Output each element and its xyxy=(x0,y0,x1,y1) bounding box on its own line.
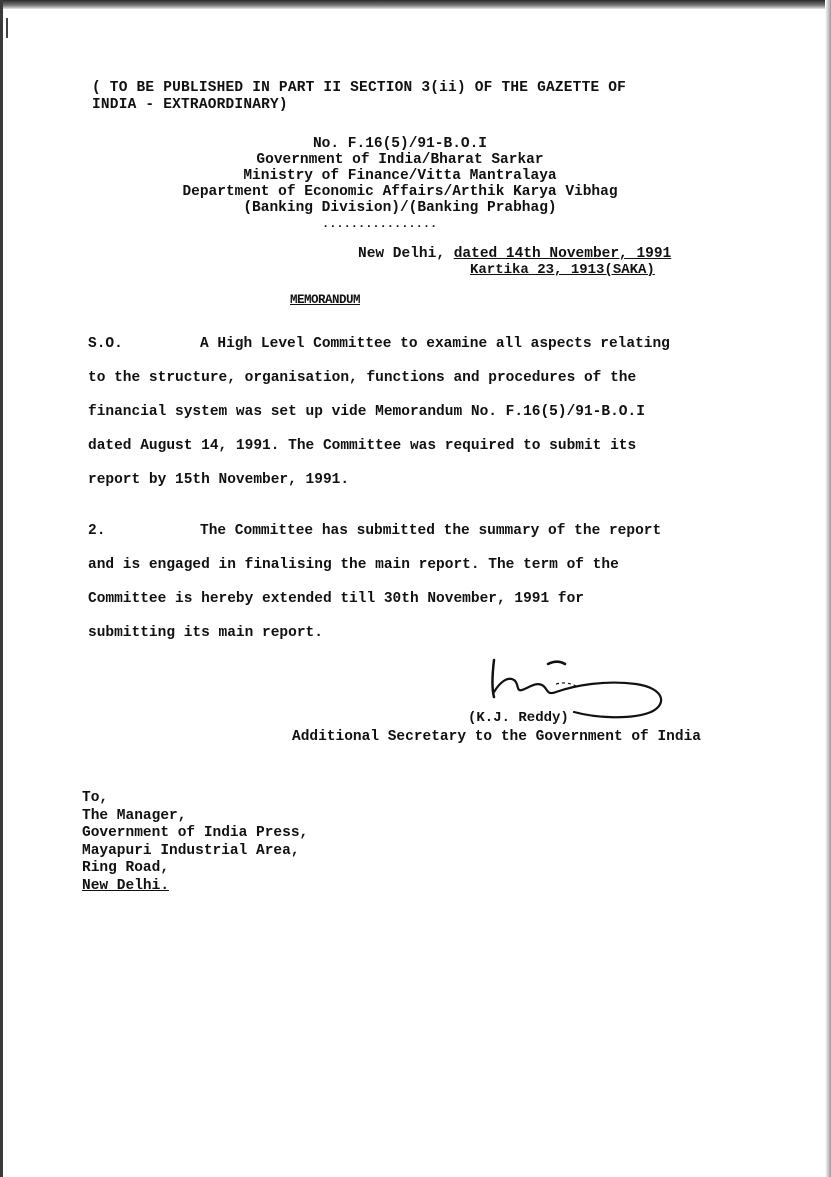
address-line: New Delhi. xyxy=(82,877,170,894)
address-line: Government of India Press, xyxy=(82,825,309,841)
document-header xyxy=(120,136,680,216)
date-saka: Kartika 23, 1913(SAKA) xyxy=(470,262,655,278)
paragraph-line: financial system was set up vide Memorandum No. F.16(5)/91-B.O.I xyxy=(88,404,645,420)
division-name: (Banking Division)/(Banking Prabhag) xyxy=(243,200,557,216)
paragraph-line: dated August 14, 1991. The Committee was required to submit its xyxy=(88,438,637,454)
paragraph-line: S.O. A High Level Committee to examine all aspects relating xyxy=(88,327,738,361)
gazette-note-line: INDIA - EXTRAORDINARY) xyxy=(92,97,288,113)
paragraph-2 xyxy=(88,514,738,650)
address-line: The Manager, xyxy=(82,807,187,824)
ministry-name: Ministry of Finance/Vitta Mantralaya xyxy=(243,168,557,184)
address-to: To, xyxy=(82,790,109,806)
paragraph-line: Committee is hereby extended till 30th November, 1991 for xyxy=(88,591,584,607)
paragraph-line: to the structure, organisation, functions and procedures of the xyxy=(88,370,637,386)
memorandum-title: MEMORANDUM xyxy=(290,293,361,307)
address-line: Mayapuri Industrial Area, xyxy=(82,842,300,859)
gazette-note xyxy=(92,80,732,114)
paragraph-label: S.O. xyxy=(88,336,123,352)
date-place: New Delhi, xyxy=(358,246,446,262)
paragraph-line: 2. The Committee has submitted the summary of the report xyxy=(88,514,738,548)
government-name: Government of India/Bharat Sarkar xyxy=(256,152,544,168)
address-line: Ring Road, xyxy=(82,860,170,876)
paragraph-line: report by 15th November, 1991. xyxy=(88,472,350,488)
address-block xyxy=(82,790,308,895)
reference-number: No. F.16(5)/91-B.O.I xyxy=(312,136,488,152)
paragraph-line: submitting its main report. xyxy=(88,625,323,641)
date-line xyxy=(358,246,671,262)
paragraph-line: and is engaged in finalising the main report. The term of the xyxy=(88,557,619,573)
department-name: Department of Economic Affairs/Arthik Karya Vibhag xyxy=(182,184,618,200)
header-dotted-rule: ................ xyxy=(322,217,438,231)
paragraph-1 xyxy=(88,327,738,497)
signatory-name: (K.J. Reddy) xyxy=(468,710,569,726)
date-dated: dated 14th November, 1991 xyxy=(453,246,672,262)
paragraph-label: 2. xyxy=(88,523,106,539)
signatory-title: Additional Secretary to the Government of India xyxy=(292,729,701,745)
gazette-note-line: ( TO BE PUBLISHED IN PART II SECTION 3(ii) OF THE GAZETTE OF xyxy=(92,80,627,96)
